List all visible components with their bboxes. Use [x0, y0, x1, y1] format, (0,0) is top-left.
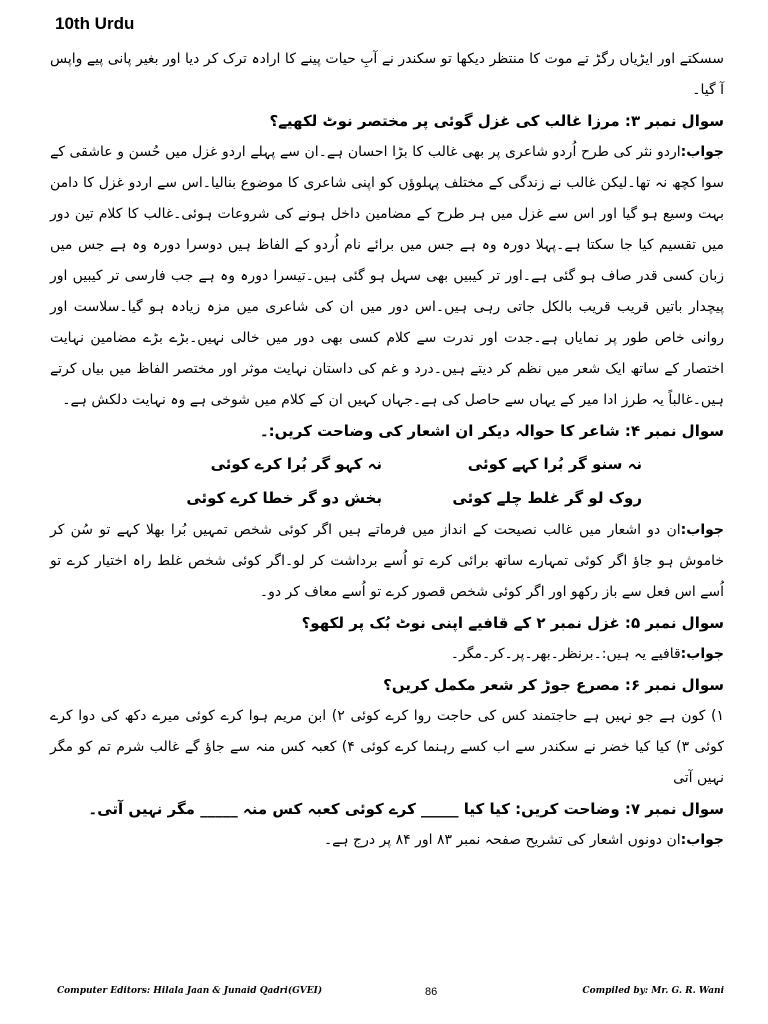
- answer-label: جواب:: [680, 646, 724, 662]
- question-3: سوال نمبر ۳: مرزا غالب کی غزل گوئی پر مختصر نوٹ لکھیے؟: [269, 112, 724, 130]
- answer-5-text: قافیے یہ ہیں:۔برنظر۔بھر۔پر۔کر۔مگر۔: [450, 646, 681, 662]
- page-content: [50, 44, 724, 856]
- page-number: 86: [425, 986, 438, 998]
- answer-3: [50, 137, 724, 416]
- page-footer: [57, 986, 724, 1004]
- answer-5: [50, 639, 724, 670]
- answer-label: جواب:: [680, 832, 724, 848]
- footer-compiler: Compiled by: Mr. G. R. Wani: [582, 986, 724, 996]
- answer-label: جواب:: [680, 144, 724, 160]
- answer-7: [50, 825, 724, 856]
- answer-label: جواب:: [680, 522, 724, 538]
- question-4: سوال نمبر ۴: شاعر کا حوالہ دیکر ان اشعار کی وضاحت کریں:۔: [259, 422, 724, 440]
- page-header-title: 10th Urdu: [55, 14, 135, 33]
- question-7: سوال نمبر ۷: وضاحت کریں: کیا کیا _____ کرے کوئی کعبہ کس منہ _____ مگر نہیں آتی۔: [88, 800, 724, 818]
- answer-4: [50, 515, 724, 608]
- question-5: سوال نمبر ۵: غزل نمبر ۲ کے قافیے اپنی نوٹ بُک پر لکھو؟: [301, 614, 724, 632]
- answer-4-text: ان دو اشعار میں غالب نصیحت کے انداز میں فرماتے ہیں اگر کوئی شخص تمہیں بُرا بھلا کہے تو سُن کر خاموش ہو جاؤ اگر کوئی تمہارے ساتھ برائی کرے تو اُسے برداشت کر لو۔اگر کوئی شخص غلط راہ اختیار کرے تو اُسے اس فعل سے باز رکھو اور اگر کوئی شخص قصور کرے تو اُسے معاف کر دو۔: [50, 522, 724, 600]
- answer-3-text: اردو نثر کی طرح اُردو شاعری پر بھی غالب کا بڑا احسان ہے۔ان سے پہلے اردو غزل میں حُسن و عاشقی کے سوا کچھ نہ تھا۔لیکن غالب نے زندگی کے مختلف پہلوؤں کو اپنی شاعری کا موضوع بنالیا۔اس سے اردو غزل کا دامن بہت وسیع ہو گیا اور اس سے غزل میں ہر طرح کے مضامین داخل ہونے کی شروعات ہوئی۔غالب کا کلام تین دور میں تقسیم کیا جا سکتا ہے۔پہلا دورہ وہ ہے جس میں برائے نام اُردو کے الفاظ ہیں دوسرا دورہ وہ ہے جس میں زبان کسی قدر صاف ہو گئی ہے۔اور تر کیبیں بھی سہل ہو گئی ہیں۔تیسرا دورہ وہ ہے جب فارسی تر کیبیں اور پیچدار باتیں قریب قریب بالکل جاتی رہی ہیں۔اس دور میں ان کی شاعری میں مزہ زیادہ ہو گیا۔سلاست اور روانی خاص طور پر نمایاں ہے۔جدت اور ندرت سے کلام کسی بھی دور میں خالی نہیں۔بڑے بڑے مضامین نہایت اختصار کے ساتھ ایک شعر میں نظم کر دیتے ہیں۔درد و غم کی داستان نہایت موثر اور مختصر الفاظ میں بیاں کرتے ہیں۔غالباً یہ طرز ادا میر کے یہاں سے حاصل کی ہے۔جہاں کہیں ان کے کلام میں شوخی ہے وہ نہایت دلکش ہے۔: [50, 144, 724, 408]
- footer-editors: Computer Editors: Hilala Jaan & Junaid Qadri(GVEI): [57, 986, 323, 996]
- couplet-line-1-left: نہ کہو گر بُرا کرے کوئی: [210, 455, 382, 473]
- couplet-block: [50, 447, 724, 515]
- couplet-line-1-right: نہ سنو گر بُرا کہے کوئی: [467, 455, 642, 473]
- answer-7-text: ان دونوں اشعار کی تشریح صفحہ نمبر ۸۳ اور ۸۴ پر درج ہے۔: [323, 832, 681, 848]
- question-6: سوال نمبر ۶: مصرع جوڑ کر شعر مکمل کریں؟: [383, 676, 724, 694]
- intro-paragraph: سسکتے اور ایڑیاں رگڑ تے موت کا منتظر دیکھا تو سکندر نے آبِ حیات پینے کا ارادہ ترک کر دیا اور بغیر پانی پیے واپس آ گیا۔: [50, 51, 724, 98]
- answer-6: ۱) کون ہے جو نہیں ہے حاجتمند کس کی حاجت روا کرے کوئی ۲) ابن مریم ہوا کرے کوئی میرے دکھ کی دوا کرے کوئی ۳) کیا کیا خضر نے سکندر سے اب کسے رہنما کرے کوئی ۴) کعبہ کس منہ سے جاؤ گے غالب شرم تم کو مگر نہیں آتی: [50, 708, 725, 786]
- couplet-line-2-right: روک لو گر غلط چلے کوئی: [452, 489, 642, 507]
- couplet-line-2-left: بخش دو گر خطا کرے کوئی: [186, 489, 382, 507]
